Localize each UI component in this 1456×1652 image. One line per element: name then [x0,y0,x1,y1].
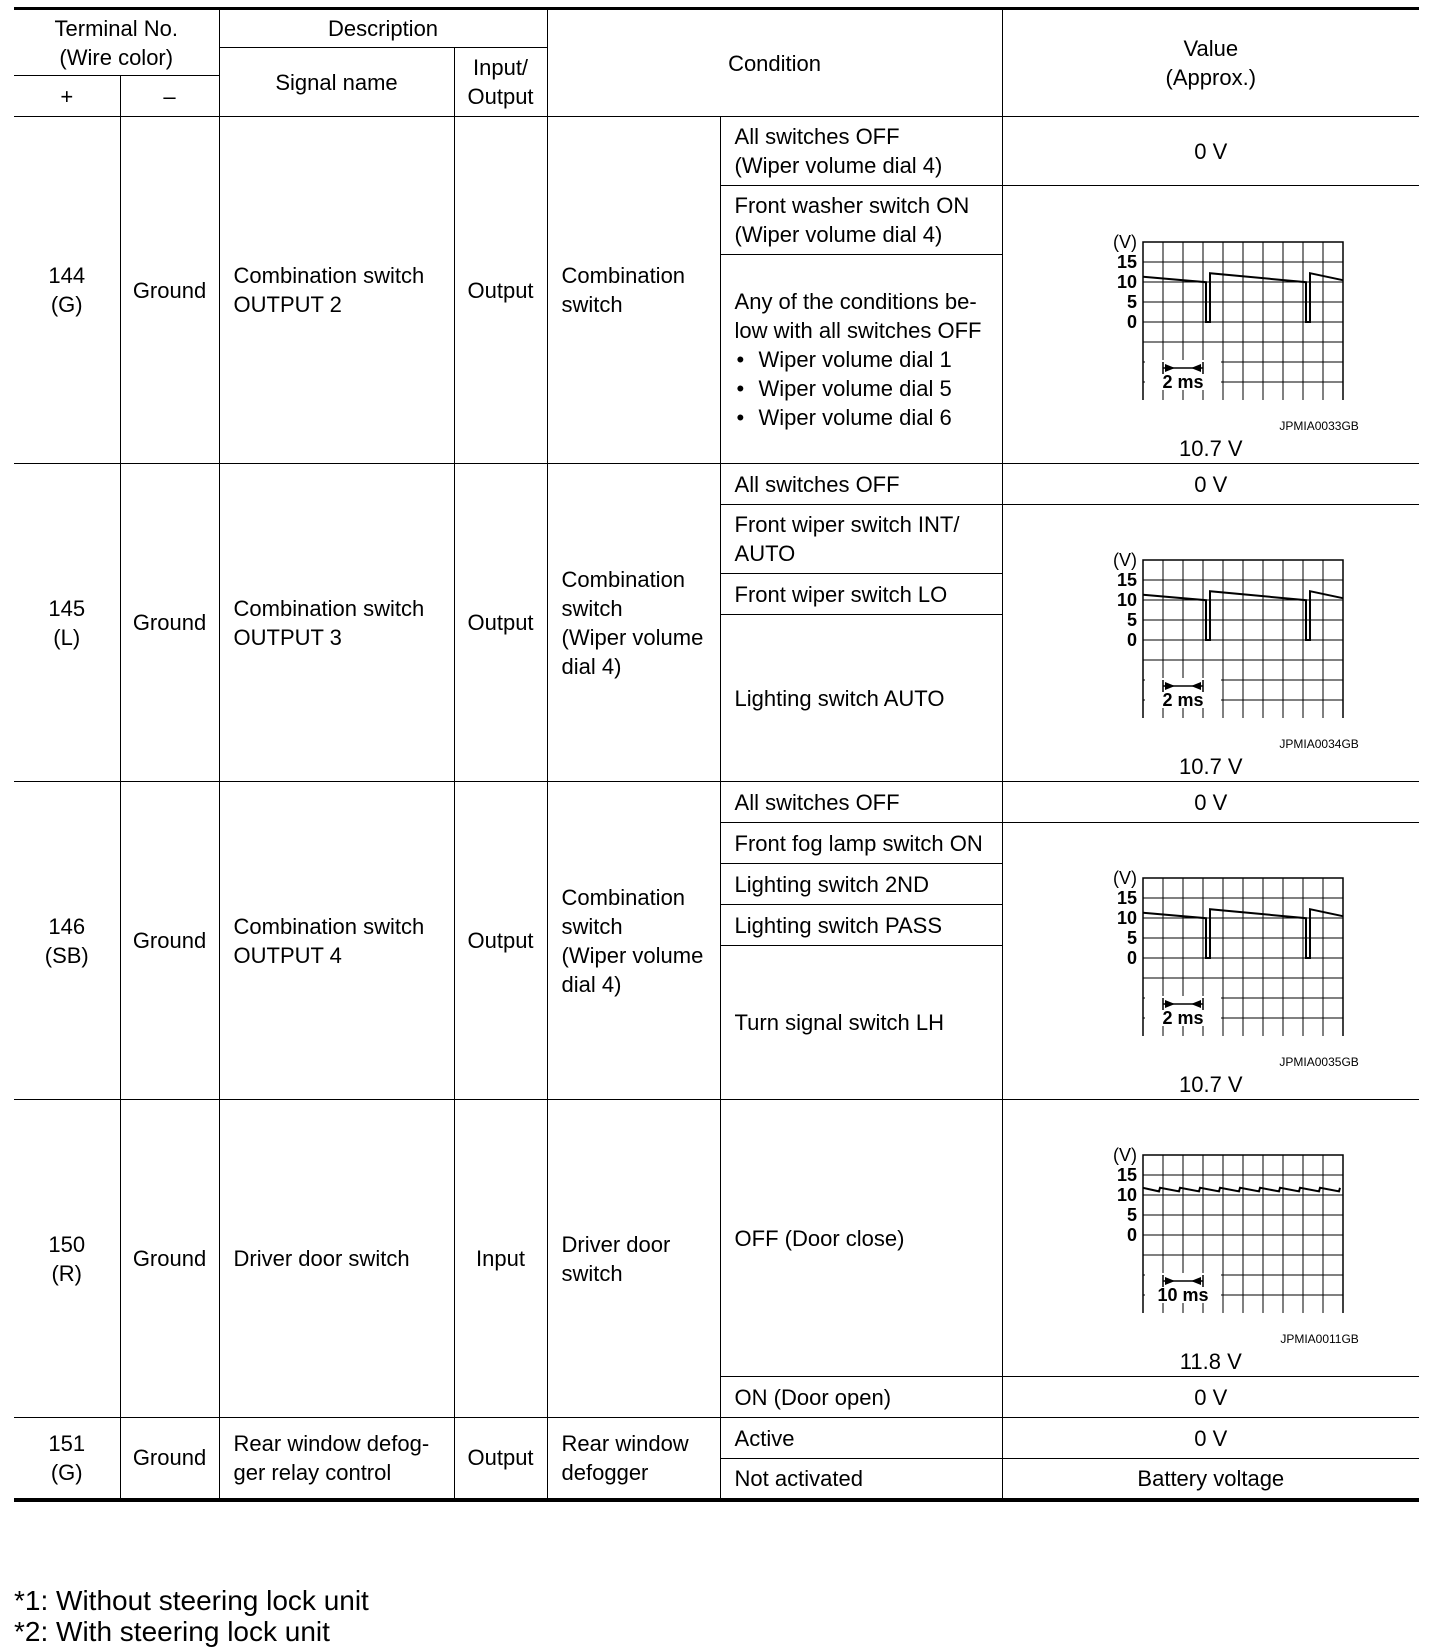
waveform-figure [1063,190,1359,460]
header-value-approx: (Approx.) [1165,65,1257,90]
minus-terminal: Ground [120,464,219,782]
terminal-number: 146 [48,913,86,939]
input-output: Output [454,1418,547,1500]
waveform-cell [1002,505,1419,782]
input-output: Output [454,117,547,464]
value-cell: 0 V [1002,782,1419,823]
condition-group-line1: Driver door [561,1231,671,1257]
wire-color: (G) [50,292,83,317]
figure-code: JPMIA0011GB [1280,1332,1359,1346]
condition-line1: Front wiper switch INT/ [734,512,960,537]
waveform-value: 11.8 V [1179,1349,1242,1374]
condition-item: OFF (Door close) [720,1100,1002,1377]
condition-item: Not activated [720,1459,1002,1500]
waveform-trace [1143,1188,1340,1192]
footnote: *2: With steering lock unit [14,1616,330,1647]
condition-item: All switches OFF [720,782,1002,823]
minus-terminal: Ground [120,117,219,464]
wire-color: (R) [51,1260,83,1286]
waveform-chart [1063,508,1359,718]
axis-unit: (V) [1112,550,1137,570]
value-cell: 0 V [1002,117,1419,186]
figure-code: JPMIA0033GB [1279,418,1359,433]
signal-name-line1: Rear window defog- [233,1430,430,1456]
wire-color: (SB) [44,942,89,968]
minus-terminal: Ground [120,1418,219,1500]
condition-bullet-list [735,345,1002,432]
signal-name: Driver door switch [219,1100,454,1418]
waveform-cell [1002,186,1419,464]
condition-line1: Any of the conditions be- [734,288,977,314]
header-terminal-no: Terminal No. [54,15,178,41]
header-wire-color: (Wire color) [59,44,174,70]
header-condition: Condition [547,9,1002,117]
waveform-value: 10.7 V [1178,754,1243,779]
condition-line2: (Wiper volume dial 4) [734,222,943,247]
header-io-line2: Output [467,84,534,109]
condition-group-line1: Combination [561,263,686,288]
axis-tick-label: 0 [1126,1225,1137,1245]
header-description: Description [219,9,547,48]
condition-group-line3: (Wiper volume [561,624,704,650]
axis-tick-label: 15 [1116,570,1137,590]
header-value [1002,9,1419,117]
condition-group-line1: Combination [561,566,686,592]
terminal-number: 151 [48,1430,86,1456]
axis-tick-label: 0 [1126,311,1137,332]
waveform-value: 10.7 V [1178,435,1243,461]
minus-terminal: Ground [120,782,219,1100]
footnotes [14,1585,369,1647]
condition-item: Front fog lamp switch ON [720,823,1002,864]
axis-unit: (V) [1112,868,1137,888]
condition-group-line3: (Wiper volume [561,942,704,968]
condition-item: Lighting switch AUTO [720,615,1002,782]
terminal-table [14,7,1419,1502]
value-cell: 0 V [1002,464,1419,505]
terminal-150 [14,1100,120,1418]
condition-group-line1: Combination [561,884,686,910]
condition-group-line4: dial 4) [561,653,622,679]
time-scale-label: 2 ms [1162,690,1204,710]
figure-code: JPMIA0034GB [1279,737,1359,751]
waveform-cell [1002,823,1419,1100]
condition-group [547,464,720,782]
condition-group-line2: switch [561,292,623,317]
condition-group [547,1100,720,1418]
waveform-figure [1063,826,1359,1096]
header-minus: – [120,76,219,117]
condition-group-line2: switch [561,1260,623,1286]
condition-item: Front wiper switch LO [720,574,1002,615]
condition-line2: AUTO [734,541,796,566]
time-scale-label: 10 ms [1157,1285,1209,1305]
value-cell: Battery voltage [1002,1459,1419,1500]
terminal-146 [14,782,120,1100]
condition-group-line4: dial 4) [561,971,622,997]
value-cell: 0 V [1002,1418,1419,1459]
waveform-cell [1002,1100,1419,1377]
axis-tick-label: 15 [1116,1165,1137,1185]
axis-tick-label: 5 [1126,291,1137,312]
condition-line2: low with all switches OFF [734,317,982,343]
axis-tick-label: 0 [1126,948,1137,968]
condition-group-line2: switch [561,913,623,939]
axis-tick-label: 10 [1116,908,1137,928]
axis-unit: (V) [1112,1145,1137,1165]
input-output: Output [454,782,547,1100]
waveform-figure [1063,508,1359,778]
signal-name-line2: ger relay control [233,1459,392,1485]
condition-item [720,255,1002,464]
value-cell: 0 V [1002,1377,1419,1418]
axis-tick-label: 0 [1126,630,1137,650]
footnote: *1: Without steering lock unit [14,1585,369,1616]
input-output: Output [454,464,547,782]
terminal-number: 145 [48,595,86,621]
terminal-number: 144 [48,263,86,288]
signal-name-line1: Combination switch [233,263,425,288]
time-scale-label: 2 ms [1162,1008,1204,1028]
condition-group [547,782,720,1100]
signal-name-line2: OUTPUT 3 [233,624,342,650]
condition-line1: All switches OFF [734,124,900,149]
terminal-151 [14,1418,120,1500]
terminal-144 [14,117,120,464]
axis-unit: (V) [1112,231,1137,252]
time-scale-label: 2 ms [1162,371,1204,392]
condition-item: Turn signal switch LH [720,946,1002,1100]
condition-item: All switches OFF [720,464,1002,505]
wire-color: (G) [50,1459,83,1485]
condition-group-line2: switch [561,595,623,621]
waveform-value: 10.7 V [1178,1072,1243,1097]
waveform-chart [1063,190,1359,400]
waveform-chart [1063,826,1359,1036]
header-value-label: Value [1183,36,1239,61]
signal-name-line1: Combination switch [233,913,425,939]
axis-tick-label: 15 [1116,251,1137,272]
axis-tick-label: 5 [1126,1205,1137,1225]
condition-line2: (Wiper volume dial 4) [734,153,943,178]
condition-item [720,505,1002,574]
header-signal-name: Signal name [219,48,454,117]
condition-item: Lighting switch PASS [720,905,1002,946]
input-output: Input [454,1100,547,1418]
header-terminal [14,9,219,76]
condition-group-line2: defogger [561,1459,649,1485]
condition-line1: Front washer switch ON [734,193,970,218]
axis-tick-label: 5 [1126,610,1137,630]
condition-bullet: • Wiper volume dial 5 [735,374,1002,403]
axis-tick-label: 10 [1116,271,1137,292]
axis-tick-label: 5 [1126,928,1137,948]
condition-group-line1: Rear window [561,1430,689,1456]
condition-group [547,117,720,464]
signal-name [219,782,454,1100]
signal-name [219,464,454,782]
waveform-chart [1063,1103,1359,1313]
condition-bullet: • Wiper volume dial 1 [735,345,1002,374]
axis-tick-label: 10 [1116,1185,1137,1205]
axis-tick-label: 10 [1116,590,1137,610]
condition-item [720,186,1002,255]
signal-name-line2: OUTPUT 2 [233,292,342,317]
condition-bullet: • Wiper volume dial 6 [735,403,1002,432]
condition-item: Active [720,1418,1002,1459]
header-plus: + [14,76,120,117]
signal-name-line2: OUTPUT 4 [233,942,342,968]
condition-group [547,1418,720,1500]
signal-name-line1: Combination switch [233,595,425,621]
signal-name [219,1418,454,1500]
terminal-145 [14,464,120,782]
wire-color: (L) [53,624,81,650]
condition-item: Lighting switch 2ND [720,864,1002,905]
condition-item: ON (Door open) [720,1377,1002,1418]
signal-name [219,117,454,464]
header-io-line1: Input/ [473,55,529,80]
condition-item [720,117,1002,186]
terminal-number: 150 [48,1231,86,1257]
figure-code: JPMIA0035GB [1279,1055,1359,1069]
axis-tick-label: 15 [1116,888,1137,908]
minus-terminal: Ground [120,1100,219,1418]
waveform-figure [1063,1103,1359,1373]
terminal-table-document [14,7,1419,1502]
header-input-output [454,48,547,117]
